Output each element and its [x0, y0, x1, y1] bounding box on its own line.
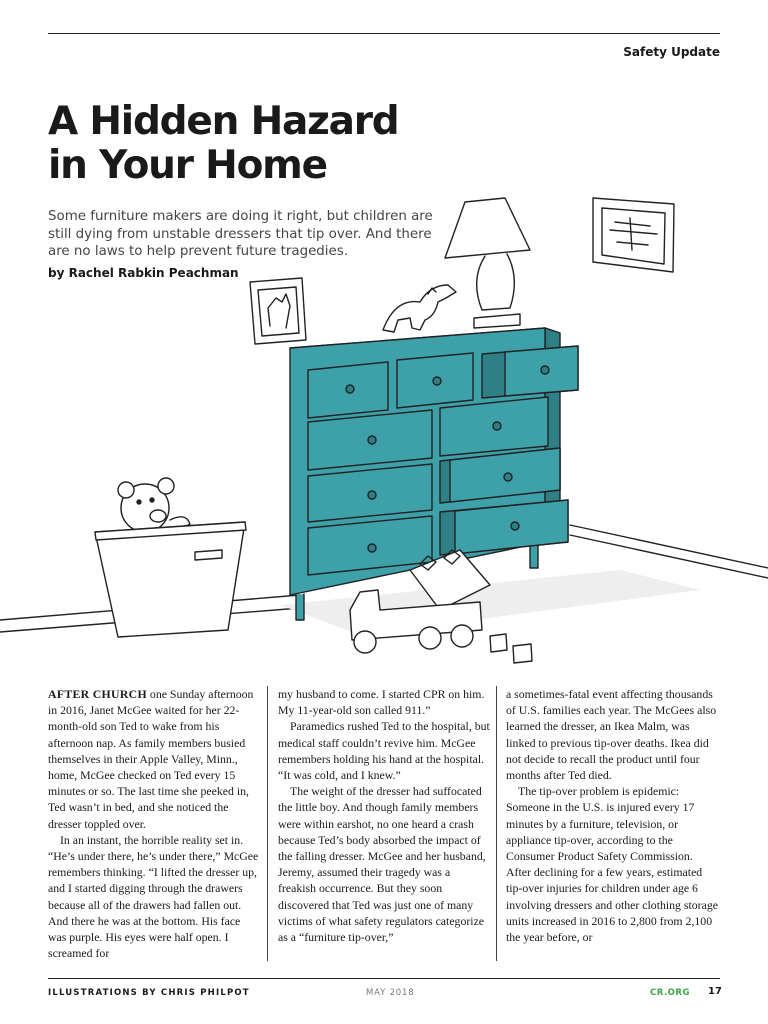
paragraph: my husband to come. I started CPR on him. My 11-year-old son called 911.” [278, 687, 485, 718]
paragraph: In an instant, the horrible reality set in. “He’s under there, he’s under there,” McGee remembers thinking. “I lifted the dresser up, and I started digging through the drawers because all of the drawers had fallen out. And there he was at the bottom. His face was purple. His eyes were half open. I screamed for [48, 832, 259, 961]
issue-date: MAY 2018 [366, 988, 415, 998]
column-1 [48, 686, 260, 961]
toy-blocks [490, 634, 532, 663]
headline: A Hidden Hazard in Your Home [48, 99, 399, 188]
column-2 [278, 686, 490, 961]
top-rule [48, 33, 720, 34]
section-label: Safety Update [623, 45, 720, 59]
site-link[interactable]: CR.ORG [650, 988, 690, 998]
column-3 [506, 686, 718, 961]
paragraph: AFTER CHURCH one Sunday afternoon in 2016, Janet McGee waited for her 22-month-old son Ted to wake from his afternoon nap. As family members busied themselves in their Apple Valley, Minn., home, McGee checked on Ted every 15 minutes or so. The last time she peeked in, Ted wasn’t in bed, and she noticed the dresser toppled over. [48, 687, 254, 831]
paragraph: The tip-over problem is epidemic: Someone in the U.S. is injured every 17 minutes by a furniture, television, or appliance tip-over, according to the Consumer Product Safety Commission. After declining for a few years, estimated tip-over injuries for children under age 6 involving dressers and other clothing storage units increased in 2016 to 2,800 from 2,100 the year before, or [506, 784, 718, 945]
bottom-rule [48, 978, 720, 979]
table-lamp [445, 198, 530, 328]
dog-picture-frame [250, 278, 306, 344]
storage-bin [95, 522, 246, 637]
column-divider [496, 686, 497, 961]
dek: Some furniture makers are doing it right, but children are still dying from unstable dressers that tip over. And there are no laws to help prevent future tragedies. [48, 209, 433, 259]
lead-in: AFTER CHURCH [48, 687, 147, 701]
paragraph: The weight of the dresser had suffocated the little boy. And though family members were within earshot, no one heard a crash because Ted’s body absorbed the impact of the falling dresser. McGee and her husband, Jeremy, assumed their tragedy was a freakish occurrence. But they soon discovered that Ted was just one of many victims of what safety regulators categorize as a “furniture tip-over,” [278, 784, 486, 945]
teddy-bear [118, 478, 190, 532]
airplane-picture-frame [593, 198, 674, 272]
paragraph: a sometimes-fatal event affecting thousands of U.S. families each year. The McGees also learned the dresser, an Ikea Malm, was linked to previous tip-over deaths. Ikea did not decide to recall the product until four months after Ted died. [506, 687, 717, 783]
column-divider [267, 686, 268, 961]
wall-baseboard [570, 525, 768, 578]
illustration-credit: ILLUSTRATIONS BY CHRIS PHILPOT [48, 988, 250, 998]
page-number: 17 [708, 986, 722, 997]
toy-dinosaur [383, 285, 456, 332]
illustration-dresser-scene [0, 190, 768, 670]
article-body [48, 686, 720, 961]
paragraph: Paramedics rushed Ted to the hospital, but medical staff couldn’t revive him. McGee remembers holding his hand at the hospital. “It was cold, and I knew.” [278, 719, 490, 783]
byline: by Rachel Rabkin Peachman [48, 266, 239, 280]
